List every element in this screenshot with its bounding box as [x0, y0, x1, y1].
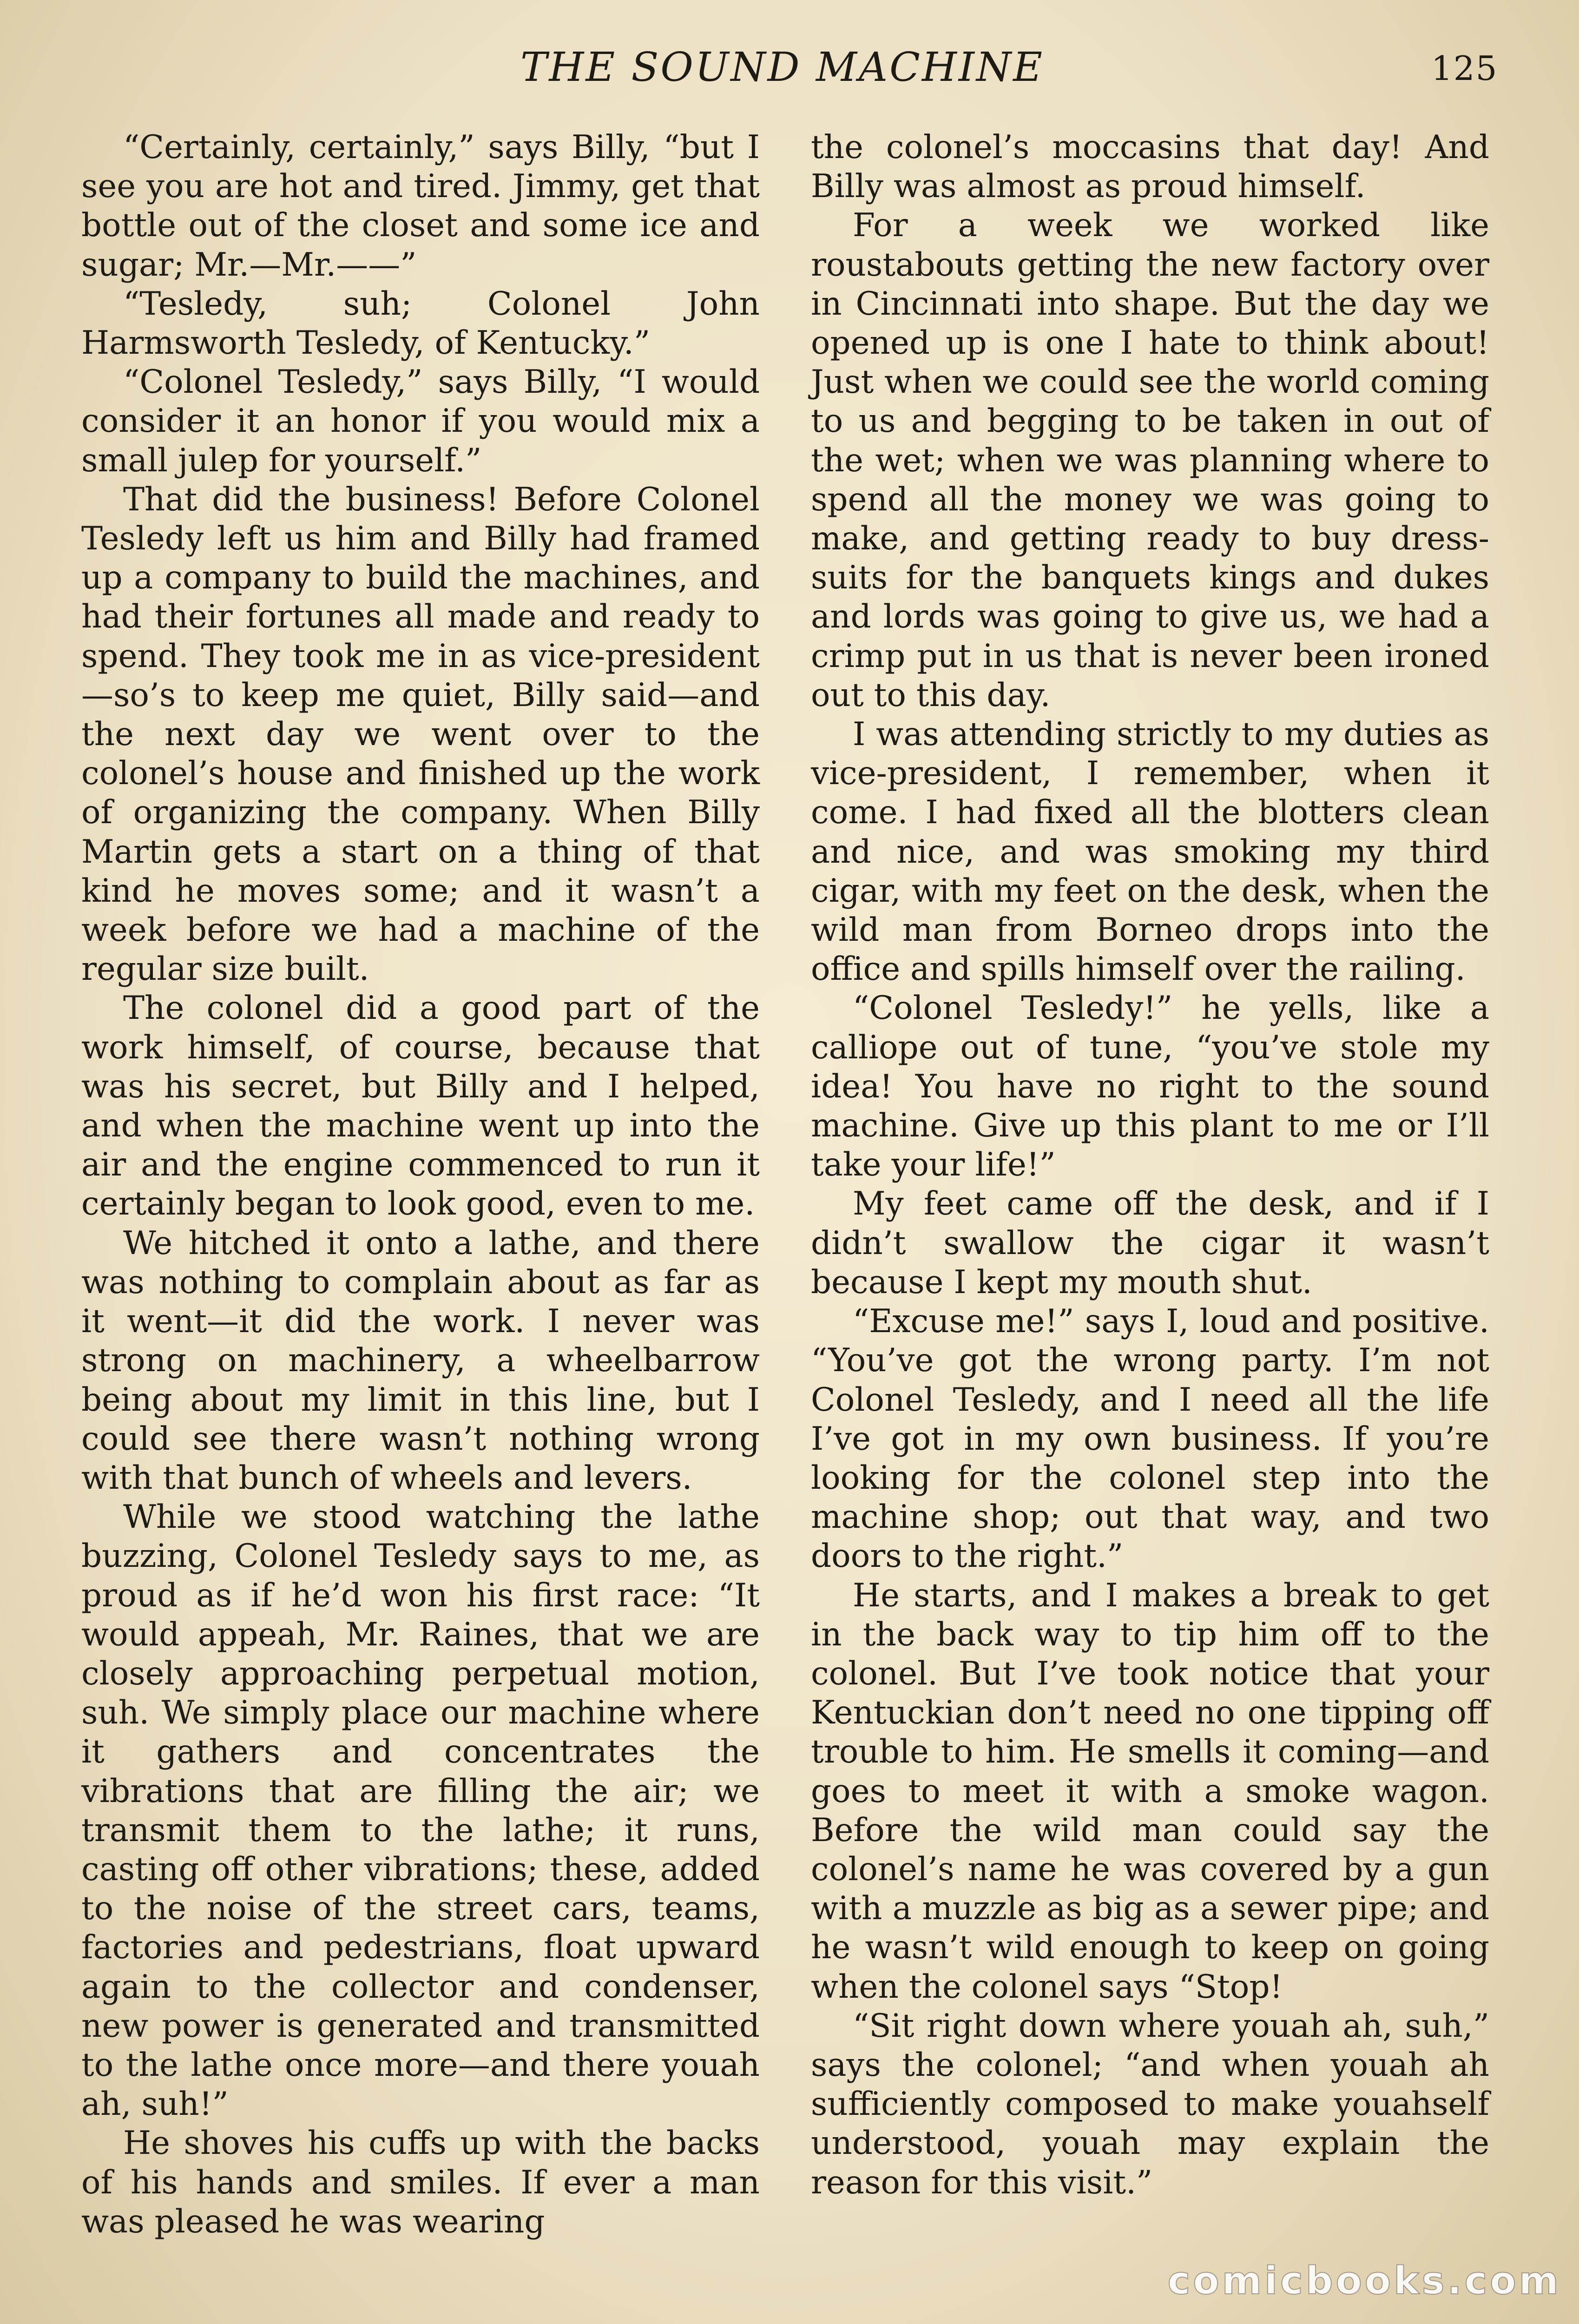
paragraph: He starts, and I makes a break to get in the back way to tip him off to the colonel. But I’ve took notice that your Kentuckian don’t need no one tipping off trouble to him. He smells it coming—and goes to meet it with a smoke wagon. Before the wild man could say the colonel’s name he was covered by a gun with a muzzle as big as a sewer pipe; and he wasn’t wild enough to keep on going when the colonel says “Stop! — [811, 1577, 1489, 2006]
right-column — [811, 128, 1489, 2202]
left-column — [81, 128, 760, 2241]
page-header — [0, 44, 1579, 105]
paragraph-continued: the colonel’s moccasins that day! And Billy was almost as proud himself. — [811, 129, 1489, 205]
paragraph: “Certainly, certainly,” says Billy, “but I see you are hot and tired. Jimmy, get that bottle out of the closet and some ice and sugar; Mr.—Mr.——” — [81, 129, 760, 284]
site-watermark: comicbooks.com — [1167, 2259, 1561, 2303]
paragraph: “Colonel Tesledy!” he yells, like a calliope out of tune, “you’ve stole my idea! You have no right to the sound machine. Give up this plant to me or I’ll take your life!” — [811, 990, 1489, 1184]
paragraph: “Tesledy, suh; Colonel John Harmsworth Tesledy, of Kentucky.” — [81, 285, 760, 362]
paragraph: “Excuse me!” says I, loud and positive. “You’ve got the wrong party. I’m not Colonel Tesledy, and I need all the life I’ve got in my own business. If you’re looking for the colonel step into the machine shop; out that way, and two doors to the right.” — [811, 1303, 1489, 1575]
paragraph: I was attending strictly to my duties as vice-president, I remember, when it come. I had fixed all the blotters clean and nice, and was smoking my third cigar, with my feet on the desk, when the wild man from Borneo drops into the office and spills himself over the railing. — [811, 716, 1489, 988]
paragraph: He shoves his cuffs up with the backs of his hands and smiles. If ever a man was pleased he was wearing — [81, 2125, 760, 2240]
paragraph: For a week we worked like roustabouts getting the new factory over in Cincinnati into shape. But the day we opened up is one I hate to think about! Just when we could see the world coming to us and begging to be taken in out of the wet; when we was planning where to spend all the money we was going to make, and getting ready to buy dress-suits for the banquets kings and dukes and lords was going to give us, we had a crimp put in us that is never been ironed out to this day. — [811, 207, 1489, 714]
paragraph: That did the business! Before Colonel Tesledy left us him and Billy had framed up a company to build the machines, and had their fortunes all made and ready to spend. They took me in as vice-president—so’s to keep me quiet, Billy said—and the next day we went over to the colonel’s house and finished up the work of organizing the company. When Billy Martin gets a start on a thing of that kind he moves some; and it wasn’t a week before we had a machine of the regular size built. — [81, 481, 760, 988]
paragraph: “Colonel Tesledy,” says Billy, “I would consider it an honor if you would mix a small julep for yourself.” — [81, 363, 760, 479]
paragraph: The colonel did a good part of the work himself, of course, because that was his secret, but Billy and I helped, and when the machine went up into the air and the engine commenced to run it certainly began to look good, even to me. — [81, 990, 760, 1223]
paragraph: While we stood watching the lathe buzzing, Colonel Tesledy says to me, as proud as if he’d won his first race: “It would appeah, Mr. Raines, that we are closely approaching perpetual motion, suh. We simply place our machine where it gathers and concentrates the vibrations that are filling the air; we transmit them to the lathe; it runs, casting off other vibrations; these, added to the noise of the street cars, teams, factories and pedestrians, float upward again to the collector and condenser, new power is generated and transmitted to the lathe once more—and there youah ah, suh!” — [81, 1499, 760, 2123]
page-number: 125 — [1431, 49, 1498, 88]
running-title: THE SOUND MACHINE — [520, 44, 1044, 91]
paragraph: “Sit right down where youah ah, suh,” says the colonel; “and when youah ah sufficiently composed to make youahself understood, youah may explain the reason for this visit.” — [811, 2007, 1489, 2201]
paragraph: My feet came off the desk, and if I didn’t swallow the cigar it wasn’t because I kept my mouth shut. — [811, 1185, 1489, 1301]
paragraph: We hitched it onto a lathe, and there was nothing to complain about as far as it went—it did the work. I never was strong on machinery, a wheelbarrow being about my limit in this line, but I could see there wasn’t nothing wrong with that bunch of wheels and levers. — [81, 1224, 760, 1497]
